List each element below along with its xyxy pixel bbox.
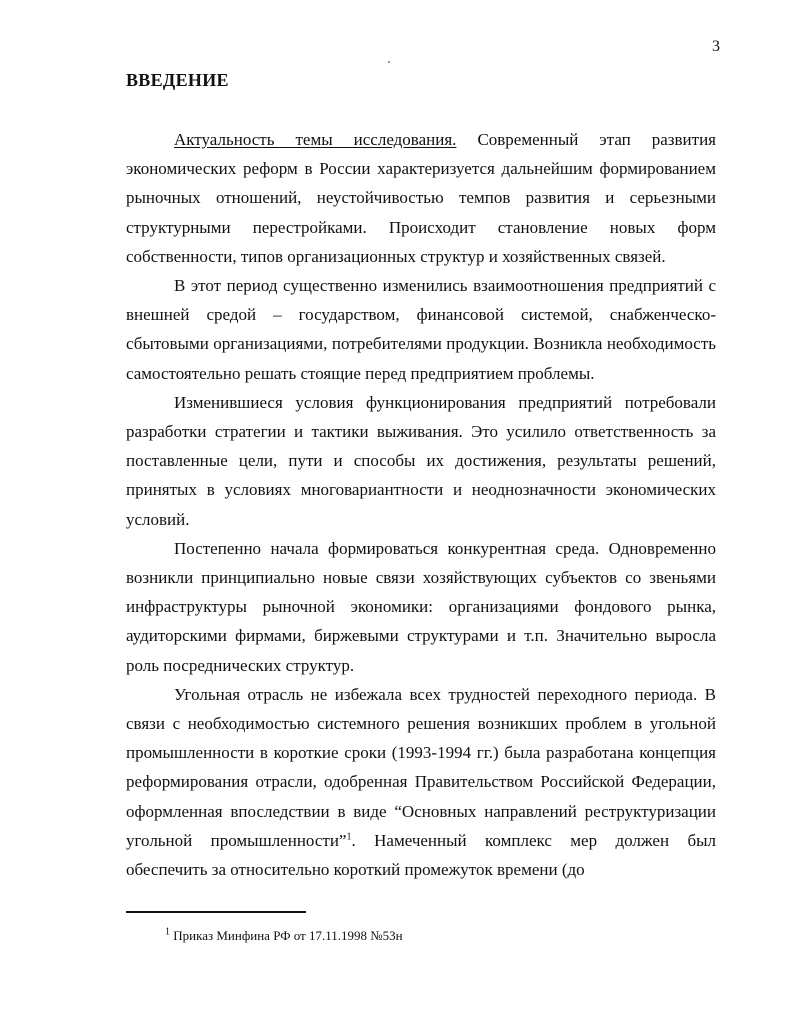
section-heading: ВВЕДЕНИЕ: [126, 70, 229, 90]
paragraph-competition: Постепенно начала формироваться конкурентная среда. Одновременно возникли принципиально новые связи хозяйствующих субъектов со звеньями инфраструктуры рыночной экономики: организациями фондового рынка, аудиторскими фирмами, биржевыми структурами и т.п. Значительно выросла роль посреднических структур.: [126, 538, 716, 675]
body-text: [126, 125, 716, 884]
paragraph-coal-industry: [126, 680, 716, 884]
footnote-marker: 1: [165, 926, 170, 938]
scan-speck: [388, 61, 390, 63]
paragraph-coal-text-before: Угольная отрасль не избежала всех трудностей переходного периода. В связи с необходимостью системного решения возникших проблем в угольной промышленности в короткие сроки (1993-1994 гг.) была разработана концепция реформирования отрасли, одобренная Правительством Российской Федерации, оформленная впоследствии в виде “Основных направлений реструктуризации угольной промышленности”: [126, 684, 716, 850]
paragraph-period: В этот период существенно изменились взаимоотношения предприятий с внешней средой – государством, финансовой системой, снабженческо-сбытовыми организациями, потребителями продукции. Возникла необходимость самостоятельно решать стоящие перед предприятием проблемы.: [126, 276, 716, 383]
paragraph-relevance: [126, 125, 716, 271]
footnote-reference: 1: [346, 831, 352, 843]
footnote-text: Приказ Минфина РФ от 17.11.1998 №53н: [170, 928, 403, 943]
footnote-divider: [126, 911, 306, 913]
paragraph-relevance-text: Современный этап развития экономических реформ в России характеризуется дальнейшим формированием рыночных отношений, неустойчивостью темпов развития и серьезными структурными перестройками. Происходит становление новых форм собственности, типов организационных структур и хозяйственных связей.: [126, 130, 716, 266]
relevance-label: Актуальность темы исследования.: [174, 130, 457, 149]
paragraph-conditions: Изменившиеся условия функционирования предприятий потребовали разработки стратегии и тактики выживания. Это усилило ответственность за поставленные цели, пути и способы их достижения, результаты решений, принятых в условиях многовариантности и неоднозначности экономических условий.: [126, 392, 716, 529]
page-number: 3: [712, 38, 720, 55]
paragraph-coal-text-after: . Намеченный комплекс мер должен был обеспечить за относительно короткий промежуток времени (до: [126, 830, 716, 880]
footnote: [165, 928, 403, 944]
